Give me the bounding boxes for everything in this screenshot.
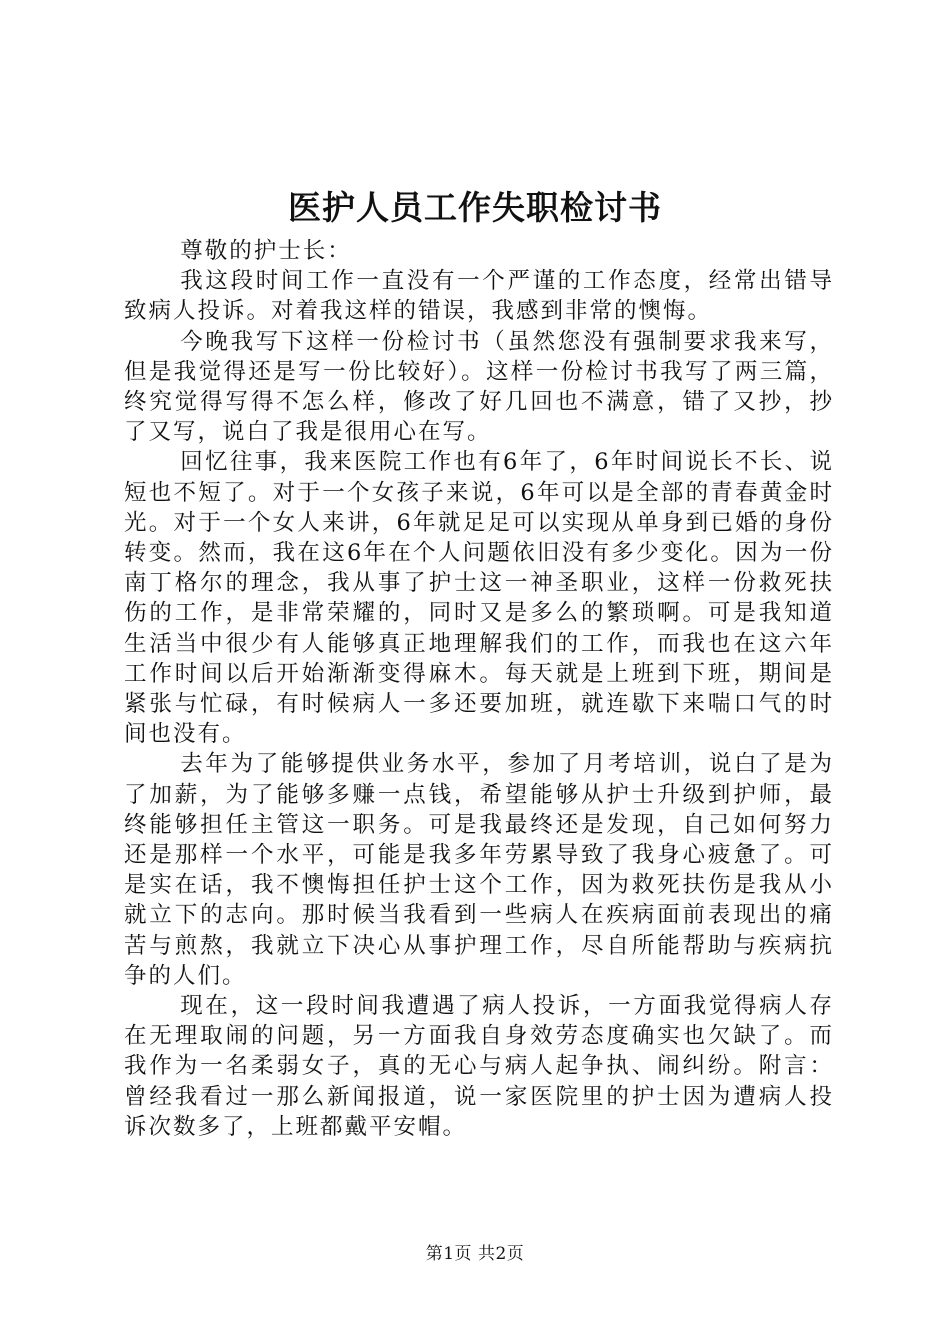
paragraph-2: 今晚我写下这样一份检讨书（虽然您没有强制要求我来写，但是我觉得还是写一份比较好）。这样一份检讨书我写了两三篇，终究觉得写得不怎么样，修改了好几回也不满意，错了又抄，抄了又写，说白了我是很用心在写。: [124, 328, 834, 446]
paragraph-4: 去年为了能够提供业务水平，参加了月考培训，说白了是为了加薪，为了能够多赚一点钱，希望能够从护士升级到护师，最终能够担任主管这一职务。可是我最终还是发现，自己如何努力还是那样一个水平，可能是我多年劳累导致了我身心疲惫了。可是实在话，我不懊悔担任护士这个工作，因为救死扶伤是我从小就立下的志向。那时候当我看到一些病人在疾病面前表现出的痛苦与煎熬，我就立下决心从事护理工作，尽自所能帮助与疾病抗争的人们。: [124, 751, 834, 989]
paragraph-3: 回忆往事，我来医院工作也有6年了，6年时间说长不长、说短也不短了。对于一个女孩子来说，6年可以是全部的青春黄金时光。对于一个女人来讲，6年就足足可以实现从单身到已婚的身份转变。然而，我在这6年在个人问题依旧没有多少变化。因为一份南丁格尔的理念，我从事了护士这一神圣职业，这样一份救死扶伤的工作，是非常荣耀的，同时又是多么的繁琐啊。可是我知道生活当中很少有人能够真正地理解我们的工作，而我也在这六年工作时间以后开始渐渐变得麻木。每天就是上班到下班，期间是紧张与忙碌，有时候病人一多还要加班，就连歇下来喘口气的时间也没有。: [124, 449, 834, 748]
salutation: 尊敬的护士长：: [180, 238, 352, 264]
paragraph-1: 我这段时间工作一直没有一个严谨的工作态度，经常出错导致病人投诉。对着我这样的错误，我感到非常的懊悔。: [124, 268, 834, 325]
document-body: [124, 236, 834, 1142]
page-footer: 第1页 共2页: [425, 1244, 525, 1264]
paragraph-5: 现在，这一段时间我遭遇了病人投诉，一方面我觉得病人存在无理取闹的问题，另一方面我自身效劳态度确实也欠缺了。而我作为一名柔弱女子，真的无心与病人起争执、闹纠纷。附言：曾经我看过一那么新闻报道，说一家医院里的护士因为遭病人投诉次数多了，上班都戴平安帽。: [124, 993, 834, 1140]
document-title: 医护人员工作失职检讨书: [288, 188, 662, 227]
